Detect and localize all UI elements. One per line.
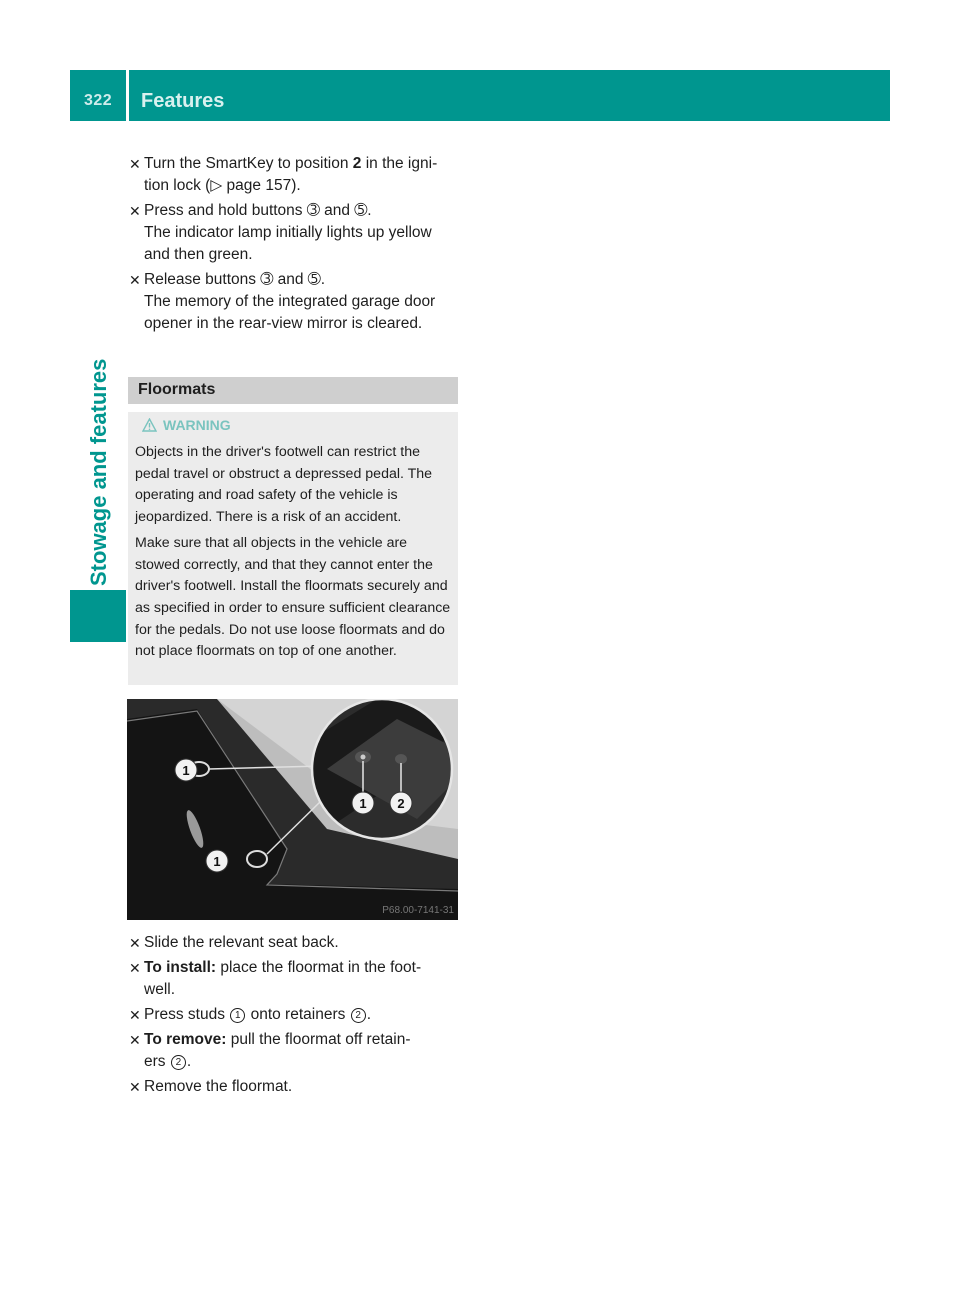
step-arrow-icon: ✕ [129,960,141,976]
page-header [70,70,890,121]
number-circle-icon: 2 [171,1055,186,1070]
list-item: ✕ Remove the floormat. [128,1076,460,1098]
warning-triangle-icon [142,418,157,435]
warning-heading: WARNING [142,417,231,435]
chapter-title: Features [141,90,225,112]
step-arrow-icon: ✕ [129,1007,141,1023]
step-arrow-icon: ✕ [129,1079,141,1095]
steps-bottom [128,932,460,1101]
warning-box [128,412,458,685]
figure-code: P68.00-7141-31 [382,905,454,916]
section-title: Floormats [138,381,216,398]
number-circle-icon: 2 [351,1008,366,1023]
step-arrow-icon: ✕ [129,272,141,288]
step-arrow-icon: ✕ [129,156,141,172]
floormat-figure [127,699,458,920]
number-circle-icon: 1 [230,1008,245,1023]
list-item: ✕ Press and hold buttons ➂ and ➄. The indicator lamp initially lights up yellow and then green. [129,202,432,263]
step-arrow-icon: ✕ [129,1032,141,1048]
list-item: ✕ To install: place the floormat in the foot- well. [129,959,422,998]
svg-text:2: 2 [397,796,405,811]
svg-text:1: 1 [213,854,221,869]
step-arrow-icon: ✕ [129,935,141,951]
warning-text [135,442,453,667]
warning-paragraph: Objects in the driver's footwell can restrict the pedal travel or obstruct a depressed pedal. The operating and road safety of the vehicle is jeopardized. There is a risk of an accident. [135,444,433,526]
side-tab-block [70,590,126,642]
svg-text:1: 1 [359,796,367,811]
list-item: ✕ Slide the relevant seat back. [128,932,460,954]
list-item: ✕ To remove: pull the floormat off retain- ers 2 . [129,1031,411,1070]
list-item: ✕ Release buttons ➂ and ➄. The memory of the integrated garage door opener in the rear-view mirror is cleared. [129,271,436,332]
warning-paragraph: Make sure that all objects in the vehicle are stowed correctly, and that they cannot enter the driver's footwell. Install the floormats securely and as specified in order to ensure sufficient clearance for the pedals. Do not use loose floormats and do not place floormats on top of one another. [135,534,451,660]
page-number: 322 [84,92,113,109]
steps-top [128,153,460,338]
section-heading [128,377,458,404]
svg-text:1: 1 [182,763,190,778]
side-tab-label: Stowage and features [86,358,111,586]
header-divider [126,70,129,121]
marker-1-icon [206,850,228,872]
marker-1-icon [352,792,374,814]
marker-2-icon [390,792,412,814]
list-item: ✕ Press studs 1 onto retainers 2 . [128,1004,460,1026]
marker-1-icon [175,759,197,781]
step-arrow-icon: ✕ [129,203,141,219]
list-item: ✕ Turn the SmartKey to position 2 in the igni- tion lock (▷ page 157). [129,155,438,194]
